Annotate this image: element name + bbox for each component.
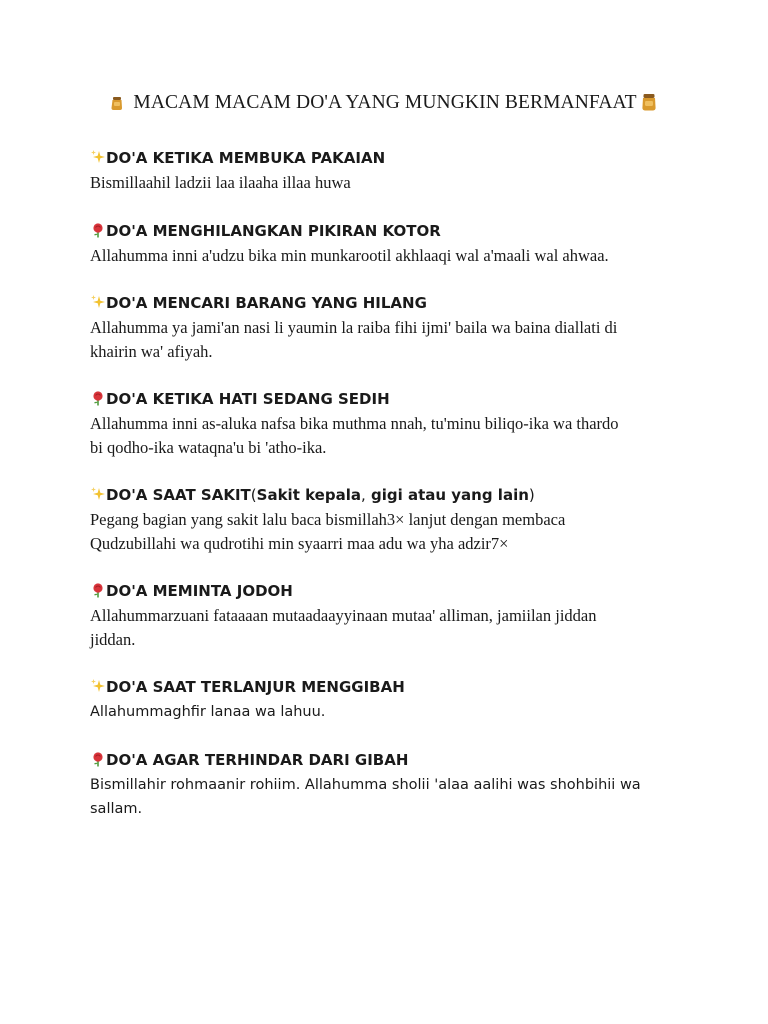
honey-jar-icon xyxy=(111,96,123,110)
page-title: MACAM MACAM DO'A YANG MUNGKIN BERMANFAAT xyxy=(133,92,637,113)
sparkles-icon xyxy=(90,486,106,502)
body-line: Qudzubillahi wa qudrotihi min syaarri maa adu wa yha adzir7× xyxy=(90,534,509,553)
document-title-row xyxy=(0,92,768,114)
body-line: Bismillahir rohmaanir rohiim. Allahumma sholii 'alaa aalihi was shohbihii wa xyxy=(90,777,641,793)
body-line: Allahumma inni as-aluka nafsa bika muthma nnah, tu'minu biliqo-ika wa thardo xyxy=(90,414,619,433)
section-heading: DO'A AGAR TERHINDAR DARI GIBAH xyxy=(90,750,690,770)
doa-section xyxy=(90,293,690,364)
body-line: khairin wa' afiyah. xyxy=(90,342,213,361)
body-line: Allahumma ya jami'an nasi li yaumin la raiba fihi ijmi' baila wa baina diallati di xyxy=(90,318,618,337)
body-line: Pegang bagian yang sakit lalu baca bismillah3× lanjut dengan membaca xyxy=(90,510,566,529)
sparkles-icon xyxy=(90,678,106,694)
section-body xyxy=(90,508,690,556)
honey-jar-icon xyxy=(641,93,657,111)
section-heading: DO'A MEMINTA JODOH xyxy=(90,581,690,601)
rose-icon xyxy=(90,751,106,767)
body-line: jiddan. xyxy=(90,630,136,649)
doa-section xyxy=(90,221,690,268)
section-body xyxy=(90,316,690,364)
doa-section xyxy=(90,485,690,556)
doa-section xyxy=(90,389,690,460)
rose-icon xyxy=(90,390,106,406)
doa-section xyxy=(90,677,690,724)
body-line: Allahummaghfir lanaa wa lahuu. xyxy=(90,704,326,720)
sparkles-icon xyxy=(90,294,106,310)
body-line: bi qodho-ika wataqna'u bi 'atho-ika. xyxy=(90,438,327,457)
section-body xyxy=(90,171,690,195)
doa-section xyxy=(90,581,690,652)
sparkles-icon xyxy=(90,149,106,165)
body-line: Allahumma inni a'udzu bika min munkarootil akhlaaqi wal a'maali wal ahwaa. xyxy=(90,246,609,265)
section-body xyxy=(90,244,690,268)
section-heading: DO'A MENCARI BARANG YANG HILANG xyxy=(90,293,690,313)
body-line: Allahummarzuani fataaaan mutaadaayyinaan mutaa' alliman, jamiilan jiddan xyxy=(90,606,597,625)
section-heading: DO'A MENGHILANGKAN PIKIRAN KOTOR xyxy=(90,221,690,241)
section-heading: DO'A SAAT SAKIT(Sakit kepala, gigi atau yang lain) xyxy=(90,485,690,505)
section-heading: DO'A SAAT TERLANJUR MENGGIBAH xyxy=(90,677,690,697)
rose-icon xyxy=(90,222,106,238)
body-line: Bismillaahil ladzii laa ilaaha illaa huwa xyxy=(90,173,351,192)
rose-icon xyxy=(90,582,106,598)
section-heading: DO'A KETIKA HATI SEDANG SEDIH xyxy=(90,389,690,409)
doa-section xyxy=(90,148,690,195)
section-heading: DO'A KETIKA MEMBUKA PAKAIAN xyxy=(90,148,690,168)
section-body xyxy=(90,604,690,652)
doa-section xyxy=(90,750,690,821)
section-body xyxy=(90,700,690,724)
section-body xyxy=(90,412,690,460)
section-body xyxy=(90,773,690,821)
body-line: sallam. xyxy=(90,801,143,817)
